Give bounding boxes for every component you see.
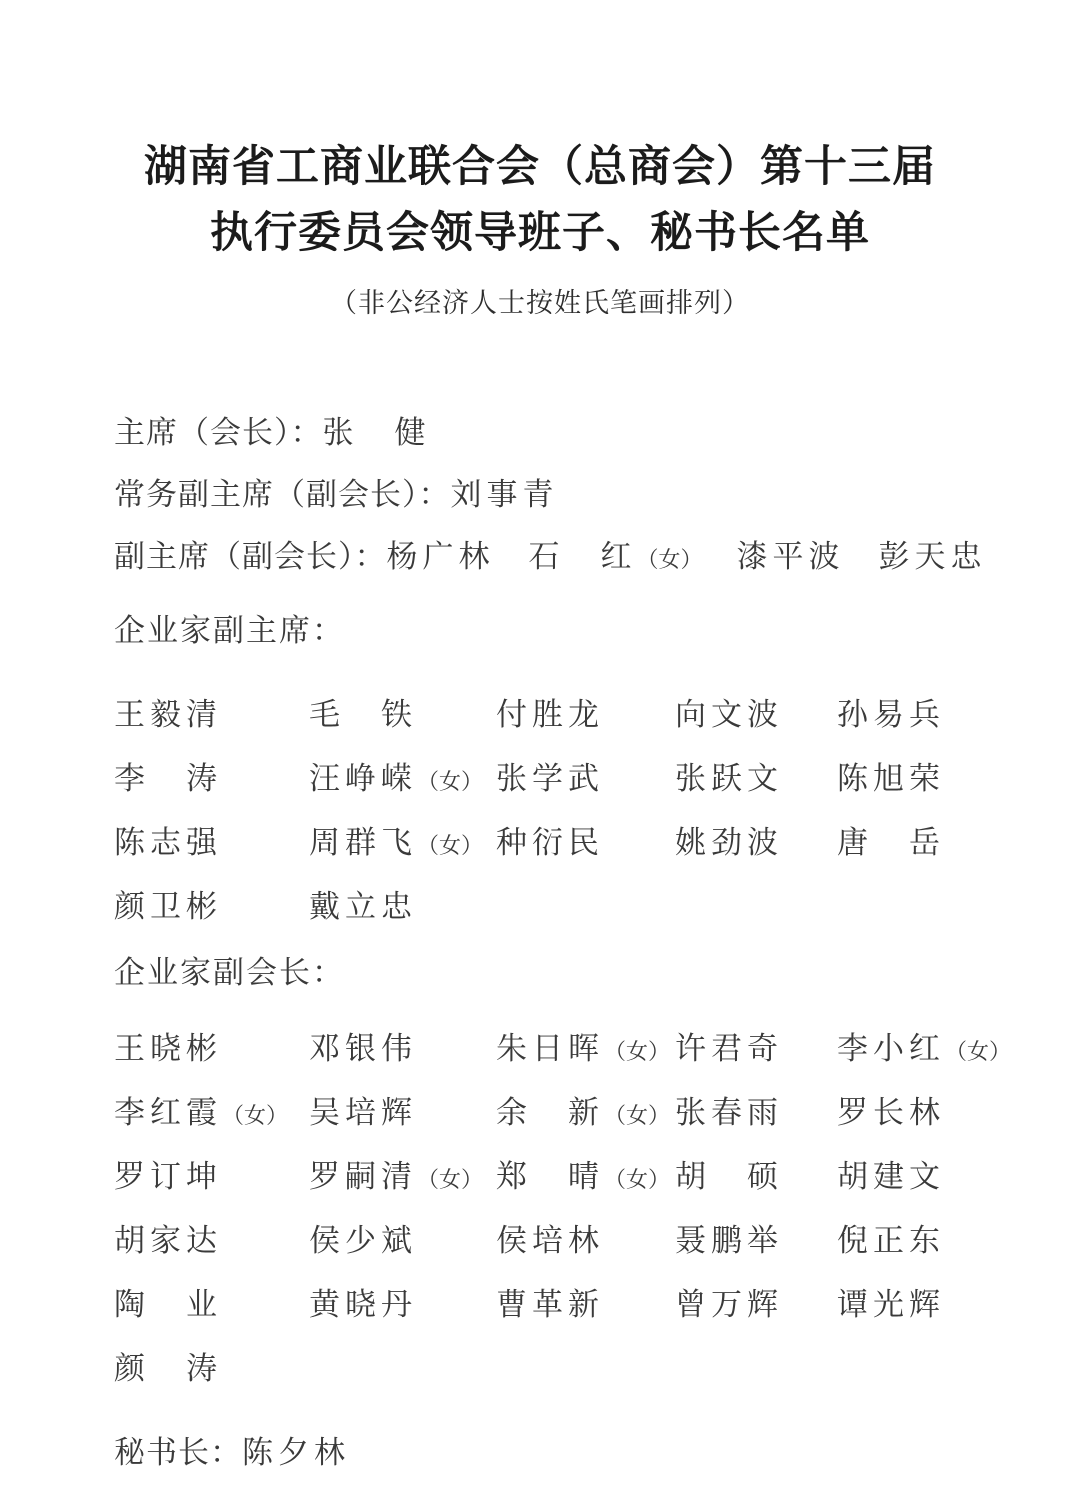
person-name-cell (837, 826, 992, 862)
person-name-cell (496, 826, 675, 862)
person-name-cell (675, 698, 837, 734)
chairman-name: 张 健 (322, 415, 431, 450)
person-name: 孙易兵 (837, 697, 945, 732)
secretary-general-name: 陈夕林 (242, 1435, 350, 1470)
person-name: 胡建文 (837, 1159, 945, 1194)
person-name-cell (309, 1224, 496, 1260)
executive-vice-chairman-name: 刘事青 (450, 477, 559, 512)
person-name: 余 新 (496, 1095, 604, 1130)
person-name: 张跃文 (675, 761, 783, 796)
person-name: 谭光辉 (837, 1287, 945, 1322)
section-header-entrepreneur-vice-chairmen: 企业家副主席： (114, 613, 345, 648)
person-name: 戴立忠 (309, 889, 417, 924)
entrepreneur-vice-presidents-grid (114, 1031, 1012, 1388)
vice-chairman-name (737, 540, 845, 576)
person-name-cell (496, 698, 675, 734)
person-name-cell (309, 1160, 496, 1196)
leadership-roles-block (114, 416, 992, 576)
person-name: 陈志强 (114, 825, 222, 860)
person-name: 姚劲波 (675, 825, 783, 860)
person-name: 向文波 (675, 697, 783, 732)
person-name-cell (675, 1224, 837, 1260)
female-marker: （女） (417, 833, 484, 858)
person-name-cell (837, 1224, 1011, 1260)
person-name-cell (114, 1096, 309, 1132)
female-marker: （女） (636, 547, 703, 572)
person-name: 付胜龙 (496, 697, 604, 732)
person-name-cell (837, 1032, 1011, 1068)
person-name-cell (309, 762, 496, 798)
female-marker: （女） (604, 1039, 671, 1064)
person-name: 朱日晖 (496, 1031, 604, 1066)
person-name-cell (496, 1032, 675, 1068)
person-name-cell (496, 1096, 675, 1132)
person-name-cell (309, 1032, 496, 1068)
person-name: 胡 硕 (675, 1159, 783, 1194)
document-title-block (0, 0, 1080, 320)
person-name: 杨广林 (386, 539, 495, 574)
person-name: 罗订坤 (114, 1159, 222, 1194)
vice-chairmen-label: 副主席（副会长）： (114, 539, 387, 574)
person-name-cell (309, 698, 496, 734)
person-name: 侯培林 (496, 1223, 604, 1258)
person-name-cell (309, 826, 496, 862)
person-name-cell (309, 890, 496, 926)
section-header-entrepreneur-vice-presidents: 企业家副会长： (114, 955, 345, 990)
person-name: 陶 业 (114, 1287, 222, 1322)
document-subtitle-note: （非公经济人士按姓氏笔画排列） (330, 288, 750, 318)
person-name: 周群飞 (309, 825, 417, 860)
person-name-cell (675, 826, 837, 862)
document-title-line-2: 执行委员会领导班子、秘书长名单 (210, 209, 870, 257)
person-name-cell (675, 1288, 837, 1324)
person-name: 颜卫彬 (114, 889, 222, 924)
person-name: 聂鹏举 (675, 1223, 783, 1258)
person-name: 毛 铁 (309, 697, 417, 732)
person-name: 罗嗣清 (309, 1159, 417, 1194)
person-name-cell (837, 698, 992, 734)
person-name-cell (114, 890, 309, 926)
person-name: 曾万辉 (675, 1287, 783, 1322)
person-name: 张春雨 (675, 1095, 783, 1130)
person-name: 胡家达 (114, 1223, 222, 1258)
person-name-cell (675, 1032, 837, 1068)
person-name: 石 红 (528, 539, 637, 574)
person-name: 倪正东 (837, 1223, 945, 1258)
person-name-cell (496, 762, 675, 798)
female-marker: （女） (417, 769, 484, 794)
document-title-line-1: 湖南省工商业联合会（总商会）第十三届 (144, 143, 936, 191)
person-name-cell (837, 1288, 1011, 1324)
chairman-label: 主席（会长）： (114, 415, 323, 450)
vice-chairman-name (387, 540, 495, 576)
person-name-cell (114, 1288, 309, 1324)
person-name-cell (114, 826, 309, 862)
person-name-cell (837, 1160, 1011, 1196)
person-name: 陈旭荣 (837, 761, 945, 796)
person-name: 曹革新 (496, 1287, 604, 1322)
person-name: 王晓彬 (114, 1031, 222, 1066)
person-name-cell (675, 1160, 837, 1196)
person-name: 吴培辉 (309, 1095, 417, 1130)
person-name: 王毅清 (114, 697, 222, 732)
person-name: 漆平波 (736, 539, 845, 574)
female-marker: （女） (222, 1103, 289, 1128)
person-name: 彭天忠 (878, 539, 987, 574)
vice-chairmen-names (387, 540, 987, 576)
female-marker: （女） (945, 1039, 1012, 1064)
person-name-cell (675, 1096, 837, 1132)
person-name-cell (309, 1096, 496, 1132)
female-marker: （女） (417, 1167, 484, 1192)
person-name: 张学武 (496, 761, 604, 796)
person-name-cell (496, 1224, 675, 1260)
person-name: 侯少斌 (309, 1223, 417, 1258)
person-name: 罗长林 (837, 1095, 945, 1130)
person-name: 颜 涛 (114, 1351, 222, 1386)
chairman-line (114, 416, 992, 449)
entrepreneur-vice-chairmen-grid (114, 698, 992, 926)
person-name-cell (837, 1096, 1011, 1132)
person-name: 黄晓丹 (309, 1287, 417, 1322)
person-name: 李小红 (837, 1031, 945, 1066)
secretary-general-line (114, 1436, 992, 1469)
person-name: 许君奇 (675, 1031, 783, 1066)
person-name-cell (309, 1288, 496, 1324)
person-name-cell (114, 1032, 309, 1068)
person-name: 邓银伟 (309, 1031, 417, 1066)
person-name: 种衍民 (496, 825, 604, 860)
person-name-cell (675, 762, 837, 798)
document-body (0, 416, 1080, 1469)
executive-vice-chairman-line (114, 478, 992, 511)
person-name-cell (496, 1160, 675, 1196)
secretary-general-label: 秘书长： (114, 1435, 242, 1470)
vice-chairmen-line (114, 540, 992, 576)
person-name-cell (837, 762, 992, 798)
vice-chairman-name (879, 540, 987, 576)
vice-chairman-name (529, 540, 703, 576)
person-name: 郑 晴 (496, 1159, 604, 1194)
person-name-cell (496, 1288, 675, 1324)
person-name-cell (114, 1160, 309, 1196)
person-name-cell (114, 762, 309, 798)
person-name: 李红霞 (114, 1095, 222, 1130)
executive-vice-chairman-label: 常务副主席（副会长）： (114, 477, 451, 512)
female-marker: （女） (604, 1167, 671, 1192)
person-name: 唐 岳 (837, 825, 945, 860)
person-name: 李 涛 (114, 761, 222, 796)
person-name-cell (114, 1352, 309, 1388)
person-name-cell (114, 1224, 309, 1260)
female-marker: （女） (604, 1103, 671, 1128)
person-name-cell (114, 698, 309, 734)
person-name: 汪峥嵘 (309, 761, 417, 796)
